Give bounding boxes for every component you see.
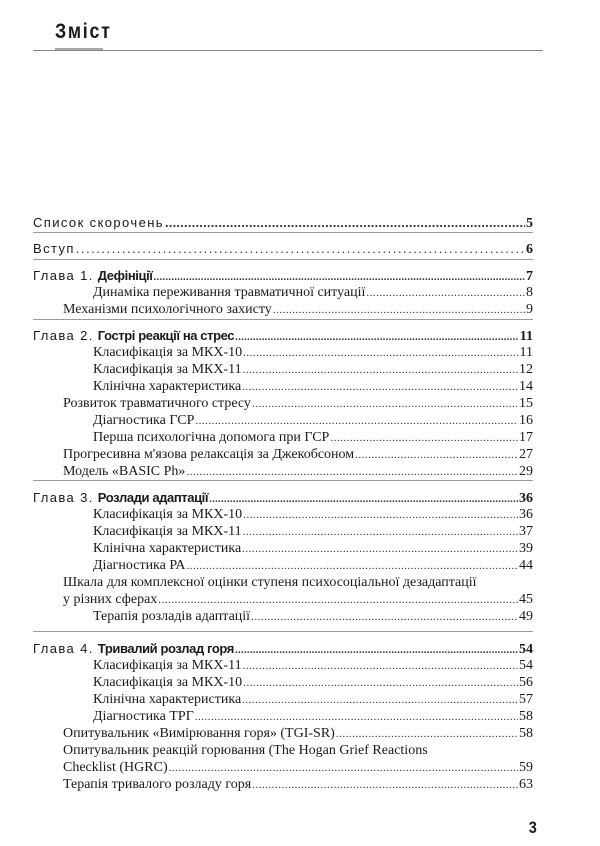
entry-page-number: 9: [526, 302, 533, 317]
page-title: Зміст: [55, 20, 112, 43]
dot-leader: [242, 378, 518, 395]
entry-page-number: 36: [519, 491, 533, 506]
dot-leader: [252, 395, 518, 412]
chapter-title: Дефініції: [97, 268, 153, 283]
entry-title: Динаміка переживання травматичної ситуації: [93, 285, 366, 300]
entry-page-number: 7: [526, 269, 533, 284]
toc-section: [33, 240, 533, 257]
entry-title: Опитувальник «Вимірювання горя» (TGI-SR): [63, 726, 335, 741]
toc-entry[interactable]: [33, 708, 533, 725]
entry-page-number: 11: [519, 329, 533, 344]
chapter-title: Розлади адаптації: [97, 490, 209, 505]
entry-page-number: 56: [519, 675, 533, 690]
entry-page-number: 45: [519, 592, 533, 607]
dot-leader: [158, 591, 518, 608]
entry-page-number: 29: [519, 464, 533, 479]
section-divider: [33, 319, 533, 320]
toc-chapter-entry[interactable]: [33, 489, 533, 506]
dot-leader: [209, 490, 518, 506]
entry-page-number: 15: [519, 396, 533, 411]
toc-entry[interactable]: [33, 446, 533, 463]
chapter-heading: [33, 640, 234, 657]
entry-title: Діагностика ГСР: [93, 413, 195, 428]
entry-page-number: 58: [519, 709, 533, 724]
toc-entry[interactable]: [33, 412, 533, 429]
toc-chapter-entry[interactable]: [33, 640, 533, 657]
entry-title: Терапія тривалого розладу горя: [63, 777, 252, 792]
entry-title: Класифікація за МКХ-10: [93, 345, 243, 360]
dot-leader: [355, 446, 518, 463]
chapter-number: Глава 3.: [33, 490, 94, 505]
chapter-title: Тривалий розлад горя: [97, 641, 234, 656]
toc-entry[interactable]: [33, 214, 533, 231]
entry-page-number: 8: [526, 285, 533, 300]
entry-title: Класифікація за МКХ-11: [93, 524, 242, 539]
toc-entry[interactable]: [33, 284, 533, 301]
dot-leader: [243, 344, 518, 361]
entry-page-number: 17: [519, 430, 533, 445]
dot-leader: [243, 674, 518, 691]
page-number: 3: [528, 818, 537, 837]
toc-entry[interactable]: [33, 776, 533, 793]
entry-page-number: 44: [519, 558, 533, 573]
chapter-title: Гострі реакції на стрес: [97, 328, 235, 343]
toc-entry[interactable]: [33, 240, 533, 257]
dot-leader: [366, 284, 525, 301]
dot-leader: [165, 214, 525, 231]
dot-leader: [252, 776, 518, 793]
entry-title: у різних сферах: [63, 592, 158, 607]
toc-entry[interactable]: [33, 463, 533, 480]
entry-title: Клінічна характеристика: [93, 541, 242, 556]
dot-leader: [243, 657, 518, 674]
toc-entry[interactable]: [33, 344, 533, 361]
entry-title: Терапія розладів адаптації: [93, 609, 251, 624]
entry-title: Класифікація за МКХ-10: [93, 675, 243, 690]
chapter-heading: [33, 489, 208, 506]
entry-title: Шкала для комплексної оцінки ступеня психосоціальної дезадаптації: [63, 575, 477, 590]
entry-page-number: 16: [519, 413, 533, 428]
entry-page-number: 27: [519, 447, 533, 462]
toc-entry[interactable]: [33, 691, 533, 708]
entry-title: Класифікація за МКХ-11: [93, 658, 242, 673]
section-divider: [33, 232, 533, 233]
toc-entry[interactable]: [33, 395, 533, 412]
toc-entry[interactable]: [33, 378, 533, 395]
dot-leader: [195, 412, 518, 429]
entry-title: Діагностика РА: [93, 558, 186, 573]
dot-leader: [242, 540, 518, 557]
toc-entry[interactable]: [33, 742, 533, 759]
toc-entry[interactable]: [33, 759, 533, 776]
toc-section: [33, 640, 533, 793]
dot-leader: [336, 725, 518, 742]
toc-section: [33, 327, 533, 480]
toc-entry[interactable]: [33, 557, 533, 574]
dot-leader: [195, 708, 518, 725]
dot-leader: [273, 301, 525, 318]
entry-page-number: 49: [519, 609, 533, 624]
toc-section: [33, 267, 533, 318]
dot-leader: [330, 429, 518, 446]
entry-page-number: 14: [519, 379, 533, 394]
chapter-heading: [33, 267, 153, 284]
entry-page-number: 11: [519, 345, 533, 360]
entry-page-number: 12: [519, 362, 533, 377]
entry-title: Клінічна характеристика: [93, 692, 242, 707]
toc-chapter-entry[interactable]: [33, 327, 533, 344]
entry-page-number: 5: [526, 216, 533, 231]
toc-entry[interactable]: [33, 429, 533, 446]
entry-title: Список скорочень: [33, 215, 164, 230]
dot-leader: [243, 361, 518, 378]
dot-leader: [251, 608, 518, 625]
entry-page-number: 6: [526, 242, 533, 257]
toc-entry[interactable]: [33, 523, 533, 540]
section-divider: [33, 259, 533, 260]
chapter-number: Глава 4.: [33, 641, 94, 656]
dot-leader: [243, 523, 518, 540]
toc-section: [33, 489, 533, 625]
entry-title: Класифікація за МКХ-11: [93, 362, 242, 377]
toc-entry[interactable]: [33, 361, 533, 378]
dot-leader: [235, 641, 518, 657]
title-rule: [33, 50, 543, 51]
dot-leader: [235, 328, 519, 344]
entry-title: Клінічна характеристика: [93, 379, 242, 394]
entry-title: Модель «BASIC Ph»: [63, 464, 186, 479]
dot-leader: [243, 506, 518, 523]
dot-leader: [186, 557, 518, 574]
section-divider: [33, 631, 533, 632]
toc-entry[interactable]: [33, 657, 533, 674]
toc-entry[interactable]: [33, 674, 533, 691]
toc-entry[interactable]: [33, 574, 533, 591]
toc-entry[interactable]: [33, 608, 533, 625]
entry-title: Опитувальник реакцій горювання (The Hogan Grief Reactions: [63, 743, 428, 758]
entry-title: Перша психологічна допомога при ГСР: [93, 430, 330, 445]
entry-page-number: 37: [519, 524, 533, 539]
dot-leader: [154, 268, 525, 284]
section-divider: [33, 480, 533, 481]
toc-entry[interactable]: [33, 301, 533, 318]
entry-title: Розвиток травматичного стресу: [63, 396, 251, 411]
entry-page-number: 54: [519, 642, 533, 657]
toc-entry[interactable]: [33, 506, 533, 523]
chapter-number: Глава 1.: [33, 268, 94, 283]
entry-page-number: 57: [519, 692, 533, 707]
dot-leader: [186, 463, 518, 480]
toc-entry[interactable]: [33, 540, 533, 557]
toc-section: [33, 214, 533, 231]
toc-entry[interactable]: [33, 591, 533, 608]
entry-page-number: 63: [519, 777, 533, 792]
entry-title: Вступ: [33, 241, 75, 256]
entry-page-number: 59: [519, 760, 533, 775]
entry-title: Класифікація за МКХ-10: [93, 507, 243, 522]
dot-leader: [242, 691, 518, 708]
toc-chapter-entry[interactable]: [33, 267, 533, 284]
entry-page-number: 36: [519, 507, 533, 522]
entry-page-number: 54: [519, 658, 533, 673]
entry-title: Checklist (HGRC): [63, 760, 168, 775]
entry-title: Діагностика ТРГ: [93, 709, 194, 724]
entry-page-number: 58: [519, 726, 533, 741]
entry-title: Прогресивна м'язова релаксація за Джекобсоном: [63, 447, 355, 462]
entry-title: Механізми психологічного захисту: [63, 302, 272, 317]
chapter-number: Глава 2.: [33, 328, 94, 343]
dot-leader: [76, 240, 525, 257]
chapter-heading: [33, 327, 234, 344]
dot-leader: [169, 759, 518, 776]
entry-page-number: 39: [519, 541, 533, 556]
toc-entry[interactable]: [33, 725, 533, 742]
